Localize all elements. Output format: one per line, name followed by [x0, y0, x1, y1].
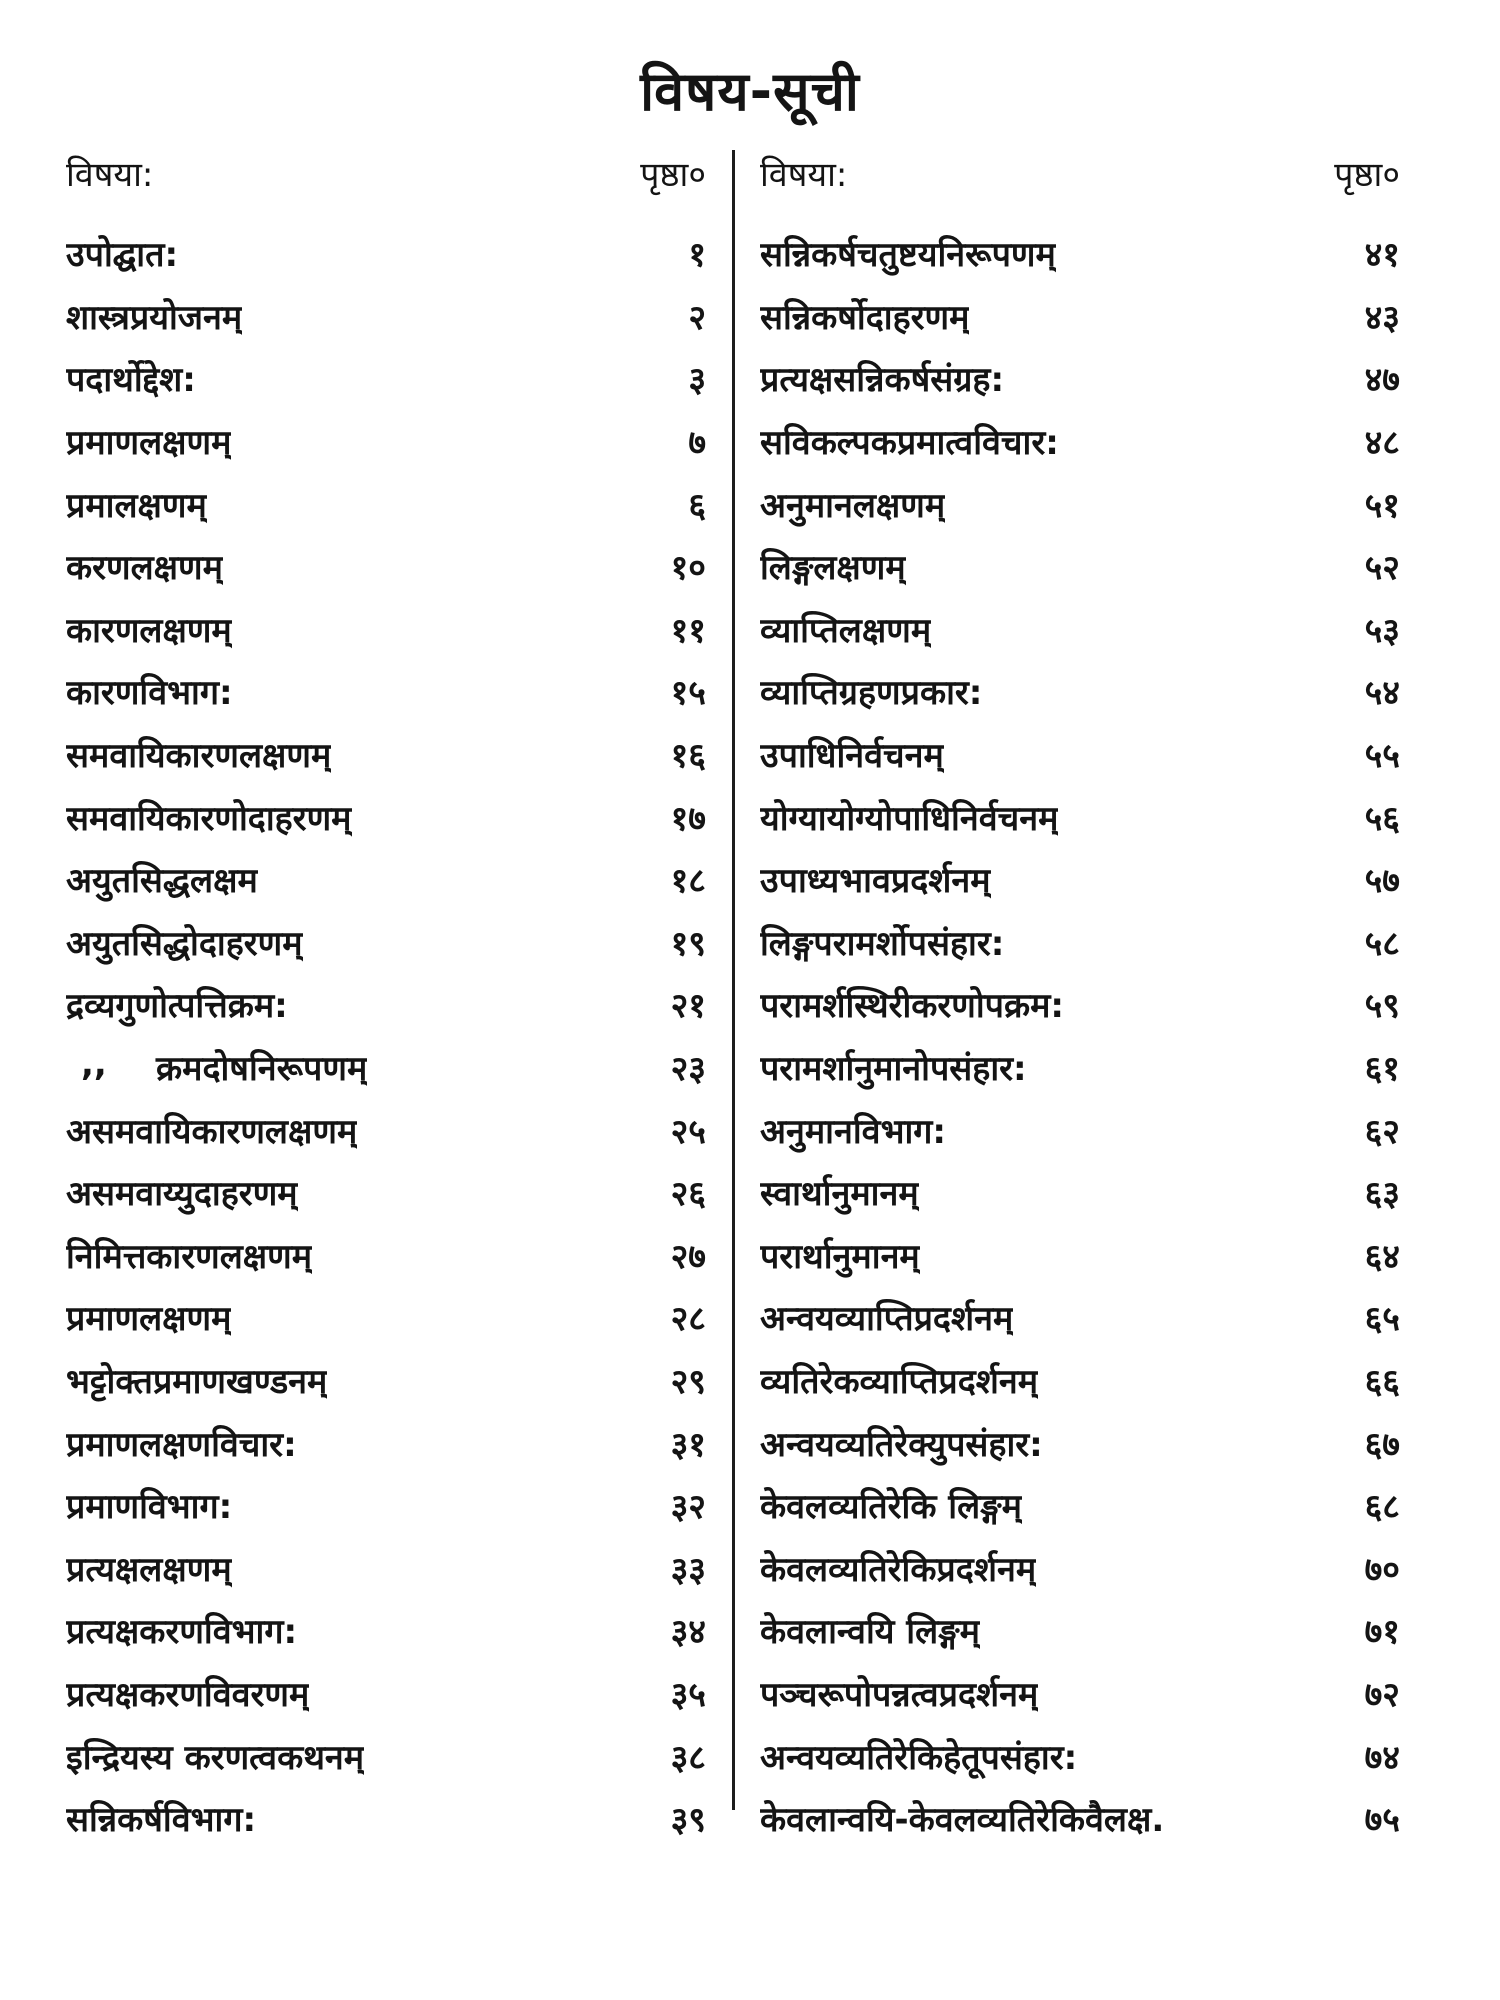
toc-page-number: ३२: [670, 1487, 706, 1528]
toc-entry: [66, 410, 706, 473]
toc-page-number: ५७: [1364, 861, 1400, 902]
left-column-header: [66, 150, 706, 222]
toc-topic: सन्निकर्षचतुष्टयनिरूपणम्: [760, 235, 1056, 276]
toc-entry: [760, 973, 1400, 1036]
toc-topic: योग्यायोग्योपाधिनिर्वचनम्: [760, 798, 1059, 839]
toc-page-number: ६२: [1364, 1111, 1400, 1152]
toc-page-number: ६८: [1364, 1487, 1400, 1528]
toc-topic: केवलान्वयि लिङ्गम्: [760, 1612, 981, 1653]
toc-entry: [760, 285, 1400, 348]
left-column: [66, 150, 706, 1849]
toc-topic: लिङ्गपरामर्शोपसंहार:: [760, 923, 1005, 964]
toc-page-number: ६१: [1364, 1049, 1400, 1090]
toc-entry: [760, 1036, 1400, 1099]
toc-entry: [66, 1474, 706, 1537]
toc-entry: [66, 1662, 706, 1725]
toc-entry: [760, 1224, 1400, 1287]
toc-entry: [760, 1286, 1400, 1349]
toc-page-number: ३५: [670, 1674, 706, 1715]
toc-page-number: ५६: [1364, 798, 1400, 839]
toc-page-number: ४८: [1364, 423, 1400, 464]
toc-page-number: ४७: [1364, 360, 1400, 401]
toc-page-number: ५३: [1364, 610, 1400, 651]
toc-topic: उपाध्यभावप्रदर्शनम्: [760, 861, 991, 902]
toc-topic: व्याप्तिग्रहणप्रकार:: [760, 673, 983, 714]
toc-page-number: १६: [670, 736, 706, 777]
toc-topic: प्रमाणलक्षणविचार:: [66, 1424, 297, 1465]
toc-entry: [760, 472, 1400, 535]
toc-page-number: ७५: [1364, 1800, 1400, 1841]
toc-entry: [760, 347, 1400, 410]
toc-entry: [760, 1098, 1400, 1161]
toc-entry: [760, 911, 1400, 974]
toc-topic: पञ्चरूपोपन्नत्वप्रदर्शनम्: [760, 1674, 1039, 1715]
toc-page-number: १८: [670, 861, 706, 902]
toc-topic: भट्टोक्तप्रमाणखण्डनम्: [66, 1361, 328, 1402]
toc-page-number: २७: [670, 1236, 706, 1277]
toc-topic: शास्त्रप्रयोजनम्: [66, 297, 243, 338]
toc-entry: [66, 973, 706, 1036]
toc-topic: प्रत्यक्षलक्षणम्: [66, 1549, 232, 1590]
toc-page-number: २६: [670, 1174, 706, 1215]
toc-topic: करणलक्षणम्: [66, 548, 223, 589]
toc-topic: अन्वयव्यतिरेक्युपसंहार:: [760, 1424, 1043, 1465]
toc-topic: कारणविभाग:: [66, 673, 233, 714]
toc-entry: [760, 1474, 1400, 1537]
toc-page-number: ६: [688, 485, 706, 526]
toc-page-number: २५: [670, 1111, 706, 1152]
toc-entry: [66, 785, 706, 848]
page-header: पृष्ठा०: [640, 155, 706, 195]
toc-entry: [760, 848, 1400, 911]
toc-entry: [760, 1724, 1400, 1787]
topic-header: विषया:: [760, 155, 848, 195]
toc-topic: प्रमालक्षणम्: [66, 485, 207, 526]
toc-topic: इन्द्रियस्य करणत्वकथनम्: [66, 1737, 365, 1778]
toc-topic: अनुमानविभाग:: [760, 1111, 947, 1152]
toc-page-number: ५१: [1364, 485, 1400, 526]
toc-topic: प्रमाणलक्षणम्: [66, 423, 232, 464]
toc-page-number: ७०: [1364, 1549, 1400, 1590]
toc-entry: [760, 1349, 1400, 1412]
toc-entry: [66, 1536, 706, 1599]
toc-topic: लिङ्गलक्षणम्: [760, 548, 906, 589]
toc-entry: [66, 723, 706, 786]
toc-topic: प्रमाणविभाग:: [66, 1487, 233, 1528]
toc-topic: द्रव्यगुणोत्पत्तिक्रम:: [66, 986, 288, 1027]
toc-entry: [66, 1036, 706, 1099]
toc-entry: [66, 1224, 706, 1287]
toc-entry: [760, 535, 1400, 598]
toc-topic: प्रत्यक्षकरणविवरणम्: [66, 1674, 310, 1715]
toc-page-number: ७१: [1364, 1612, 1400, 1653]
toc-page-number: २१: [670, 986, 706, 1027]
toc-entry: [66, 1098, 706, 1161]
toc-topic: केवलव्यतिरेकि लिङ्गम्: [760, 1487, 1022, 1528]
toc-entry: [66, 1599, 706, 1662]
toc-entry: [760, 1536, 1400, 1599]
toc-topic: केवलव्यतिरेकिप्रदर्शनम्: [760, 1549, 1037, 1590]
toc-page-number: ६६: [1364, 1361, 1400, 1402]
toc-topic: उपोद्घात:: [66, 235, 179, 276]
toc-entry: [760, 410, 1400, 473]
toc-topic: निमित्तकारणलक्षणम्: [66, 1236, 313, 1277]
toc-entry: [66, 472, 706, 535]
toc-page-number: ७४: [1364, 1737, 1400, 1778]
toc-topic: व्यतिरेकव्याप्तिप्रदर्शनम्: [760, 1361, 1039, 1402]
toc-entry: [66, 347, 706, 410]
toc-page-number: ५५: [1364, 736, 1400, 777]
toc-page-number: ५२: [1364, 548, 1400, 589]
toc-entry: [760, 598, 1400, 661]
toc-page-number: १९: [670, 923, 706, 964]
toc-page-number: ११: [670, 610, 706, 651]
toc-entry: [66, 1411, 706, 1474]
toc-page-number: २३: [670, 1049, 706, 1090]
toc-entry: [760, 723, 1400, 786]
toc-page-number: ४१: [1364, 235, 1400, 276]
toc-topic: सन्निकर्षोदाहरणम्: [760, 297, 970, 338]
toc-entry: [760, 1662, 1400, 1725]
toc-topic: अन्वयव्याप्तिप्रदर्शनम्: [760, 1299, 1014, 1340]
toc-entry: [66, 222, 706, 285]
right-column-header: [760, 150, 1400, 222]
toc-page-number: ५४: [1364, 673, 1400, 714]
toc-topic: प्रमाणलक्षणम्: [66, 1299, 232, 1340]
toc-entry: [66, 848, 706, 911]
toc-entry: [66, 285, 706, 348]
toc-topic: पदार्थोद्देश:: [66, 360, 196, 401]
toc-topic: असमवाय्युदाहरणम्: [66, 1174, 298, 1215]
toc-page-number: १७: [670, 798, 706, 839]
toc-entry: [760, 1787, 1400, 1850]
toc-page-number: ५९: [1364, 986, 1400, 1027]
toc-page-number: ६७: [1364, 1424, 1400, 1465]
toc-entry: [760, 1411, 1400, 1474]
toc-entry: [66, 1349, 706, 1412]
toc-topic: प्रत्यक्षसन्निकर्षसंग्रह:: [760, 360, 1005, 401]
toc-page-number: ३९: [670, 1800, 706, 1841]
toc-page-number: २९: [670, 1361, 706, 1402]
toc-entry: [66, 660, 706, 723]
toc-entry: [66, 598, 706, 661]
toc-page-number: १५: [670, 673, 706, 714]
toc-entry: [760, 1161, 1400, 1224]
toc-topic: परार्थानुमानम्: [760, 1236, 920, 1277]
toc-topic: सविकल्पकप्रमात्वविचार:: [760, 423, 1059, 464]
toc-page-number: १: [688, 235, 706, 276]
toc-topic: अयुतसिद्धलक्षम: [66, 861, 258, 902]
toc-page-number: ३: [688, 360, 706, 401]
toc-topic: स्वार्थानुमानम्: [760, 1174, 919, 1215]
toc-page-number: ३१: [670, 1424, 706, 1465]
toc-entry: [760, 1599, 1400, 1662]
toc-entry: [66, 1787, 706, 1850]
toc-topic: उपाधिनिर्वचनम्: [760, 736, 944, 777]
toc-entry: [760, 785, 1400, 848]
toc-page-number: १०: [670, 548, 706, 589]
toc-topic: व्याप्तिलक्षणम्: [760, 610, 932, 651]
toc-page-number: ७२: [1364, 1674, 1400, 1715]
right-column: [760, 150, 1400, 1849]
toc-page-number: ३४: [670, 1612, 706, 1653]
toc-topic: परामर्शस्थिरीकरणोपक्रम:: [760, 986, 1065, 1027]
toc-topic: परामर्शानुमानोपसंहार:: [760, 1049, 1027, 1090]
toc-entry: [760, 660, 1400, 723]
toc-entry: [66, 535, 706, 598]
toc-entry: [66, 1724, 706, 1787]
toc-topic: केवलान्वयि-केवलव्यतिरेकिवैलक्ष.: [760, 1800, 1165, 1841]
toc-page-number: ३८: [670, 1737, 706, 1778]
toc-page-number: ४३: [1364, 297, 1400, 338]
column-divider: [732, 150, 735, 1810]
toc-page-number: ६४: [1364, 1236, 1400, 1277]
toc-entry: [66, 911, 706, 974]
toc-page-number: ६५: [1364, 1299, 1400, 1340]
toc-topic: अनुमानलक्षणम्: [760, 485, 946, 526]
toc-topic: समवायिकारणोदाहरणम्: [66, 798, 352, 839]
left-topic-list: [66, 222, 706, 1849]
toc-topic: सन्निकर्षविभाग:: [66, 1800, 257, 1841]
toc-page-number: ७: [688, 423, 706, 464]
page-header: पृष्ठा०: [1334, 155, 1400, 195]
toc-page-number: ३३: [670, 1549, 706, 1590]
toc-topic: समवायिकारणलक्षणम्: [66, 736, 332, 777]
toc-topic: कारणलक्षणम्: [66, 610, 232, 651]
toc-page-number: ५८: [1364, 923, 1400, 964]
toc-page-number: २८: [670, 1299, 706, 1340]
page-title: विषय-सूची: [640, 60, 860, 123]
toc-topic: अयुतसिद्धोदाहरणम्: [66, 923, 303, 964]
toc-topic: प्रत्यक्षकरणविभाग:: [66, 1612, 298, 1653]
topic-header: विषया:: [66, 155, 154, 195]
toc-entry: [760, 222, 1400, 285]
toc-entry: [66, 1286, 706, 1349]
toc-topic: ,, क्रमदोषनिरूपणम्: [66, 1044, 367, 1090]
toc-page-number: २: [688, 297, 706, 338]
toc-page-number: ६३: [1364, 1174, 1400, 1215]
right-topic-list: [760, 222, 1400, 1849]
toc-topic: असमवायिकारणलक्षणम्: [66, 1111, 358, 1152]
toc-topic: अन्वयव्यतिरेकिहेतूपसंहार:: [760, 1737, 1078, 1778]
toc-entry: [66, 1161, 706, 1224]
